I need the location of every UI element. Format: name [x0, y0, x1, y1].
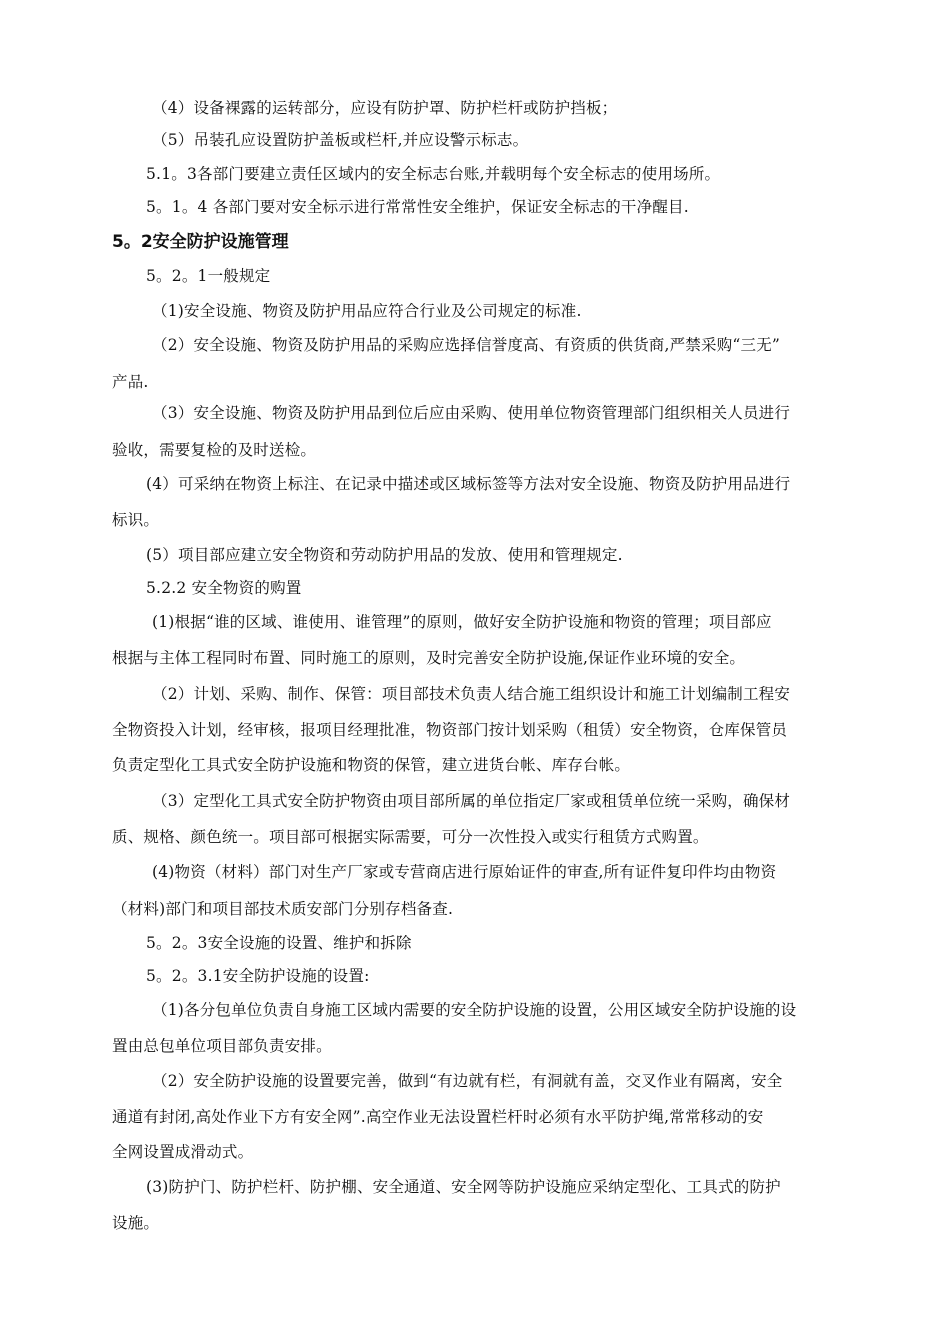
setup-item-1-line-1: （1)各分包单位负责自身施工区域内需要的安全防护设施的设置，公用区域安全防护设施的设: [152, 1001, 797, 1019]
purchase-item-2-line-3: 负责定型化工具式安全防护设施和物资的保管，建立进货台帐、库存台帐。: [112, 756, 631, 774]
setup-item-3-line-1: (3)防护门、防护栏杆、防护棚、安全通道、安全网等防护设施应采纳定型化、工具式的防护: [146, 1178, 781, 1196]
paragraph-item-5: （5）吊装孔应设置防护盖板或栏杆,并应设警示标志。: [152, 131, 529, 149]
rule-item-2-line-2: 产品.: [112, 373, 149, 391]
clause-5-1-3: 5.1。3各部门要建立责任区域内的安全标志台账,并载明每个安全标志的使用场所。: [146, 165, 721, 183]
rule-item-4-line-1: (4）可采纳在物资上标注、在记录中描述或区域标签等方法对安全设施、物资及防护用品进行: [146, 475, 791, 493]
setup-item-3-line-2: 设施。: [112, 1214, 160, 1232]
subsection-5-2-3-1: 5。2。3.1安全防护设施的设置:: [146, 967, 370, 985]
rule-item-1: （1)安全设施、物资及防护用品应符合行业及公司规定的标准.: [152, 302, 582, 320]
rule-item-4-line-2: 标识。: [112, 511, 160, 529]
setup-item-1-line-2: 置由总包单位项目部负责安排。: [112, 1037, 332, 1055]
clause-5-1-4: 5。1。4 各部门要对安全标示进行常常性安全维护，保证安全标志的干净醒目.: [146, 198, 689, 216]
subsection-5-2-2: 5.2.2 安全物资的购置: [146, 579, 302, 597]
purchase-item-3-line-1: （3）定型化工具式安全防护物资由项目部所属的单位指定厂家或租赁单位统一采购，确保材: [152, 792, 791, 810]
purchase-item-1-line-2: 根据与主体工程同时布置、同时施工的原则，及时完善安全防护设施,保证作业环境的安全。: [112, 649, 746, 667]
paragraph-item-4: （4）设备裸露的运转部分，应设有防护罩、防护栏杆或防护挡板；: [152, 99, 618, 117]
purchase-item-3-line-2: 质、规格、颜色统一。项目部可根据实际需要，可分一次性投入或实行租赁方式购置。: [112, 828, 709, 846]
rule-item-3-line-2: 验收，需要复检的及时送检。: [112, 441, 317, 459]
rule-item-3-line-1: （3）安全设施、物资及防护用品到位后应由采购、使用单位物资管理部门组织相关人员进行: [152, 404, 791, 422]
rule-item-2-line-1: （2）安全设施、物资及防护用品的采购应选择信誉度高、有资质的供货商,严禁采购“三无”: [152, 336, 781, 354]
subsection-5-2-3: 5。2。3安全设施的设置、维护和拆除: [146, 934, 412, 952]
purchase-item-2-line-2: 全物资投入计划，经审核，报项目经理批准，物资部门按计划采购（租赁）安全物资，仓库保管员: [112, 721, 788, 739]
purchase-item-1-line-1: (1)根据“谁的区域、谁使用、谁管理”的原则，做好安全防护设施和物资的管理；项目部应: [152, 613, 772, 631]
subsection-5-2-1: 5。2。1一般规定: [146, 267, 271, 285]
purchase-item-4-line-2: （材料)部门和项目部技术质安部门分别存档备查.: [112, 900, 454, 918]
setup-item-2-line-2: 通道有封闭,高处作业下方有安全网”.高空作业无法设置栏杆时必须有水平防护绳,常常移动的安: [112, 1108, 764, 1126]
purchase-item-2-line-1: （2）计划、采购、制作、保管：项目部技术负责人结合施工组织设计和施工计划编制工程安: [152, 685, 791, 703]
purchase-item-4-line-1: (4)物资（材料）部门对生产厂家或专营商店进行原始证件的审查,所有证件复印件均由物资: [152, 863, 777, 881]
section-heading-5-2: 5。2安全防护设施管理: [112, 232, 289, 252]
rule-item-5: (5）项目部应建立安全物资和劳动防护用品的发放、使用和管理规定.: [146, 546, 623, 564]
setup-item-2-line-3: 全网设置成滑动式。: [112, 1143, 254, 1161]
setup-item-2-line-1: （2）安全防护设施的设置要完善，做到“有边就有栏，有洞就有盖，交叉作业有隔离，安全: [152, 1072, 783, 1090]
